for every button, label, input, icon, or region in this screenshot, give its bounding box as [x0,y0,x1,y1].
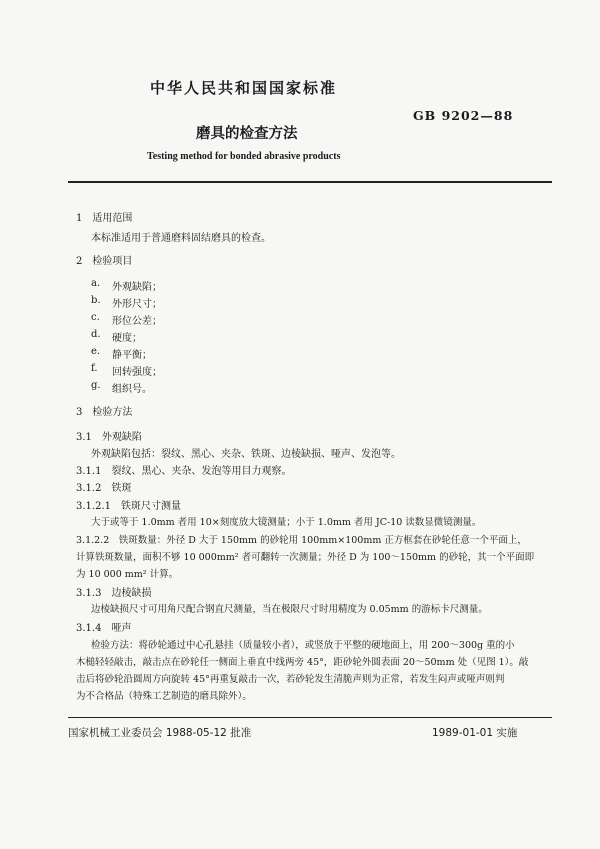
list-item-label: f. [91,363,98,374]
footer-divider [68,717,552,718]
list-item-label: b. [91,295,101,306]
section-3-1-2-2-line: 3.1.2.2 铁斑数量：外径 D 大于 150mm 的砂轮用 100mm×100mm 正方框套在砂轮任意一个平面上， [76,535,527,546]
section-3-1-2-heading: 3.1.2 铁斑 [76,483,132,494]
standard-number: GB 9202—88 [413,108,514,123]
list-item-text: 硬度； [112,333,142,344]
section-3-1-1-text: 3.1.1 裂纹、黑心、夹杂、发泡等用目力观察。 [76,466,292,477]
list-item-label: d. [91,329,101,340]
list-item-label: c. [91,312,100,323]
list-item-text: 组织号。 [112,384,152,395]
section-3-1-4-line: 木槌轻轻敲击，敲击点在砂轮任一侧面上垂直中线两旁 45°，距砂轮外圆表面 20～50mm 处（见图 1）。敲 [76,657,529,668]
list-item-text: 回转强度； [112,367,162,378]
section-3-heading: 3 检验方法 [76,407,133,418]
section-3-1-2-2-line: 计算铁斑数量，面积不够 10 000mm² 者可翻转一次测量；外径 D 为 100～150mm 的砂轮，其一个平面即 [76,552,535,563]
section-3-1-2-1-text: 大于或等于 1.0mm 者用 10×刻度放大镜测量；小于 1.0mm 者用 JC-10 读数显微镜测量。 [91,517,482,528]
section-3-1-4-line: 击后将砂轮沿圆周方向旋转 45°再重复敲击一次，若砂轮发生清脆声则为正常，若发生闷声或哑声则判 [76,674,505,685]
list-item-text: 形位公差； [112,316,162,327]
document-title-en: Testing method for bonded abrasive products [147,151,341,162]
implementation-date: 1989-01-01 实施 [432,727,518,739]
header-divider [68,181,552,183]
section-3-1-3-heading: 3.1.3 边棱缺损 [76,588,152,599]
section-3-1-2-1-heading: 3.1.2.1 铁斑尺寸测量 [76,501,181,512]
list-item-text: 外形尺寸； [112,299,162,310]
section-3-1-heading: 3.1 外观缺陷 [76,432,142,443]
approval-note: 国家机械工业委员会 1988-05-12 批准 [68,727,252,739]
section-3-1-4-line: 为不合格品（特殊工艺制造的磨具除外）。 [76,691,252,702]
section-3-1-text: 外观缺陷包括：裂纹、黑心、夹杂、铁斑、边棱缺损、哑声、发泡等。 [91,449,401,460]
section-3-1-4-line: 检验方法：将砂轮通过中心孔悬挂（质量较小者），或竖放于平整的硬地面上，用 200～300g 重的小 [91,640,515,651]
section-3-1-2-2-line: 为 10 000 mm² 计算。 [76,569,179,580]
section-3-1-4-heading: 3.1.4 哑声 [76,623,132,634]
document-title-cn: 磨具的检查方法 [196,126,298,142]
list-item-label: g. [91,380,101,391]
section-1-heading: 1 适用范围 [76,213,133,224]
list-item-text: 外观缺陷； [112,282,162,293]
section-1-text: 本标准适用于普通磨料固结磨具的检查。 [91,233,271,244]
section-3-1-3-text: 边棱缺损尺寸可用角尺配合钢直尺测量，当在极限尺寸时用精度为 0.05mm 的游标卡尺测量。 [91,604,488,615]
list-item-label: e. [91,346,101,357]
list-item-label: a. [91,278,101,289]
national-standard-heading: 中华人民共和国国家标准 [150,79,338,97]
list-item-text: 静平衡； [112,350,152,361]
section-2-heading: 2 检验项目 [76,256,133,267]
